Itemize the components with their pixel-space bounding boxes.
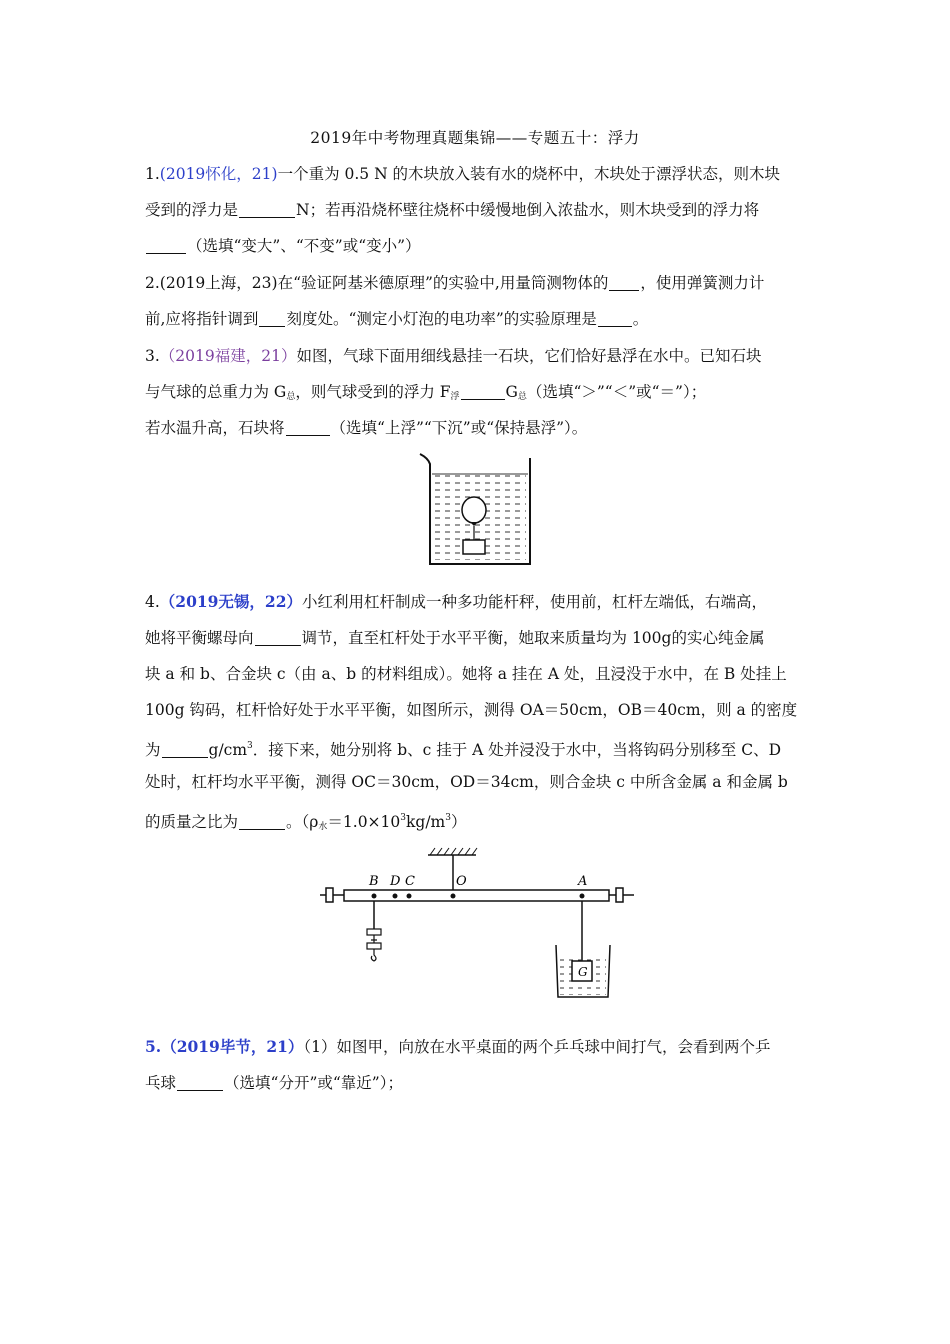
- q1-blank-2[interactable]: [146, 238, 186, 255]
- q4-blank-2[interactable]: [162, 742, 208, 759]
- q3-sub-total-2: 总: [517, 392, 527, 402]
- q4-line7c: ＝1.0×10: [327, 813, 401, 831]
- q4-line7d: kg/m: [406, 813, 446, 831]
- page-title: 2019年中考物理真题集锦——专题五十：浮力: [310, 129, 640, 147]
- hook-icon: [371, 949, 376, 961]
- label-d: D: [390, 874, 401, 889]
- q4-line4: 100g 钩码，杠杆恰好处于水平平衡，如图所示，测得 OA＝50cm，OB＝40cm，则 a 的密度: [145, 701, 798, 719]
- q2-blank-3[interactable]: [598, 311, 632, 328]
- q5-source: （2019毕节，21）: [161, 1037, 304, 1056]
- q2-blank-2[interactable]: [259, 311, 285, 328]
- q2-line1a: 在“验证阿基米德原理”的实验中,用量筒测物体的: [277, 274, 609, 292]
- q1-line2a: 受到的浮力是: [145, 201, 239, 219]
- label-a: A: [578, 874, 588, 889]
- q4-line2a: 她将平衡螺母向: [145, 629, 254, 647]
- question-5: [145, 1029, 815, 1101]
- q1-blank-1[interactable]: [239, 202, 295, 219]
- q4-line6: 处时，杠杆均水平平衡，测得 OC＝30cm，OD＝34cm，则合金块 c 中所含金属 a 和金属 b: [145, 773, 788, 791]
- stone-block: [463, 540, 485, 554]
- q2-line1b: ，使用弹簧测力计: [640, 274, 765, 292]
- label-g: G: [578, 965, 588, 979]
- question-1: [145, 156, 815, 264]
- q3-line2d: （选填“＞”“＜”或“＝”）；: [526, 383, 707, 401]
- point-o: [451, 894, 456, 899]
- question-3: [145, 338, 815, 446]
- q3-line2a: 与气球的总重力为 G: [145, 383, 287, 401]
- q2-blank-1[interactable]: [609, 275, 639, 292]
- q3-line2c: G: [505, 383, 518, 401]
- q5-line2b: （选填“分开”或“靠近”）；: [224, 1074, 403, 1092]
- balance-nut-left: [326, 888, 333, 902]
- point-b: [372, 894, 377, 899]
- label-o: O: [456, 874, 467, 889]
- lever-figure: [316, 845, 636, 1005]
- q4-line7a: 的质量之比为: [145, 813, 239, 831]
- q3-blank-2[interactable]: [286, 420, 330, 437]
- q4-line5a: 为: [145, 741, 161, 759]
- q5-blank-1[interactable]: [177, 1075, 223, 1092]
- q4-line5b: g/cm: [208, 741, 248, 759]
- q4-number: 4.: [145, 593, 160, 611]
- q4-line7e: ）: [450, 813, 467, 831]
- balloon-icon: [462, 497, 486, 523]
- q4-blank-3[interactable]: [239, 814, 285, 831]
- q1-line3: （选填“变大”、“不变”或“变小”）: [187, 237, 421, 255]
- q4-sup-3: 3: [247, 741, 253, 751]
- label-c: C: [405, 874, 415, 889]
- q4-sub-water: 水: [318, 822, 328, 832]
- q1-line1: 一个重为 0.5 N 的木块放入装有水的烧杯中，木块处于漂浮状态，则木块: [277, 165, 781, 183]
- q4-source: （2019无锡，22）: [159, 592, 303, 611]
- q3-line1: 如图，气球下面用细线悬挂一石块，它们恰好悬浮在水中。已知石块: [296, 347, 762, 365]
- question-4: [145, 584, 815, 836]
- point-d: [393, 894, 398, 899]
- point-c: [407, 894, 412, 899]
- q4-line5c: ．接下来，她分别将 b、c 挂于 A 处并浸没于水中，当将钩码分别移至 C、D: [252, 741, 782, 759]
- q2-number: 2.: [145, 274, 160, 292]
- q2-line2b: 刻度处。“测定小灯泡的电功率”的实验原理是: [286, 310, 597, 328]
- q5-line1: （1）如图甲，向放在水平桌面的两个乒乓球中间打气，会看到两个乒: [303, 1038, 771, 1056]
- beaker-balloon-figure: [414, 452, 540, 570]
- q2-source: (2019上海，23): [159, 274, 278, 292]
- q4-line1: 小红利用杠杆制成一种多功能杆秤，使用前，杠杆左端低，右端高，: [302, 593, 768, 611]
- q3-sub-buoyancy: 浮: [450, 392, 460, 402]
- label-b: B: [369, 874, 379, 889]
- q4-blank-1[interactable]: [255, 630, 301, 647]
- q2-line2c: 。: [632, 310, 649, 328]
- lever-bar: [344, 890, 609, 901]
- q4-line2b: 调节，直至杠杆处于水平平衡，她取来质量均为 100g的实心纯金属: [301, 629, 765, 647]
- q3-source: （2019福建，21）: [159, 347, 297, 365]
- point-a: [580, 894, 585, 899]
- q3-blank-1[interactable]: [461, 384, 505, 401]
- q4-sup-b: 3: [445, 813, 451, 823]
- q3-line2b: ，则气球受到的浮力 F: [295, 383, 451, 401]
- q1-line2b: N；若再沿烧杯壁往烧杯中缓慢地倒入浓盐水，则木块受到的浮力将: [296, 201, 760, 219]
- hook-weight-bottom: [367, 943, 381, 949]
- q1-source: (2019怀化，21): [159, 165, 278, 183]
- q3-line3a: 若水温升高，石块将: [145, 419, 285, 437]
- question-2: [145, 265, 815, 337]
- hook-weight-top: [367, 929, 381, 935]
- q4-line7b: 。（ρ: [286, 813, 319, 831]
- q3-sub-total-1: 总: [286, 392, 296, 402]
- q5-number: 5.: [145, 1037, 162, 1056]
- q3-line3b: （选填“上浮”“下沉”或“保持悬浮”）。: [330, 419, 588, 437]
- q3-number: 3.: [145, 347, 160, 365]
- q4-line3: 块 a 和 b、合金块 c（由 a、b 的材料组成）。她将 a 挂在 A 处，且浸没于水中，在 B 处挂上: [145, 665, 787, 683]
- balance-nut-right: [616, 888, 623, 902]
- q2-line2a: 前,应将指针调到: [145, 310, 259, 328]
- q4-sup-a: 3: [400, 813, 407, 823]
- q5-line2a: 乓球: [145, 1074, 177, 1092]
- q1-number: 1.: [145, 165, 160, 183]
